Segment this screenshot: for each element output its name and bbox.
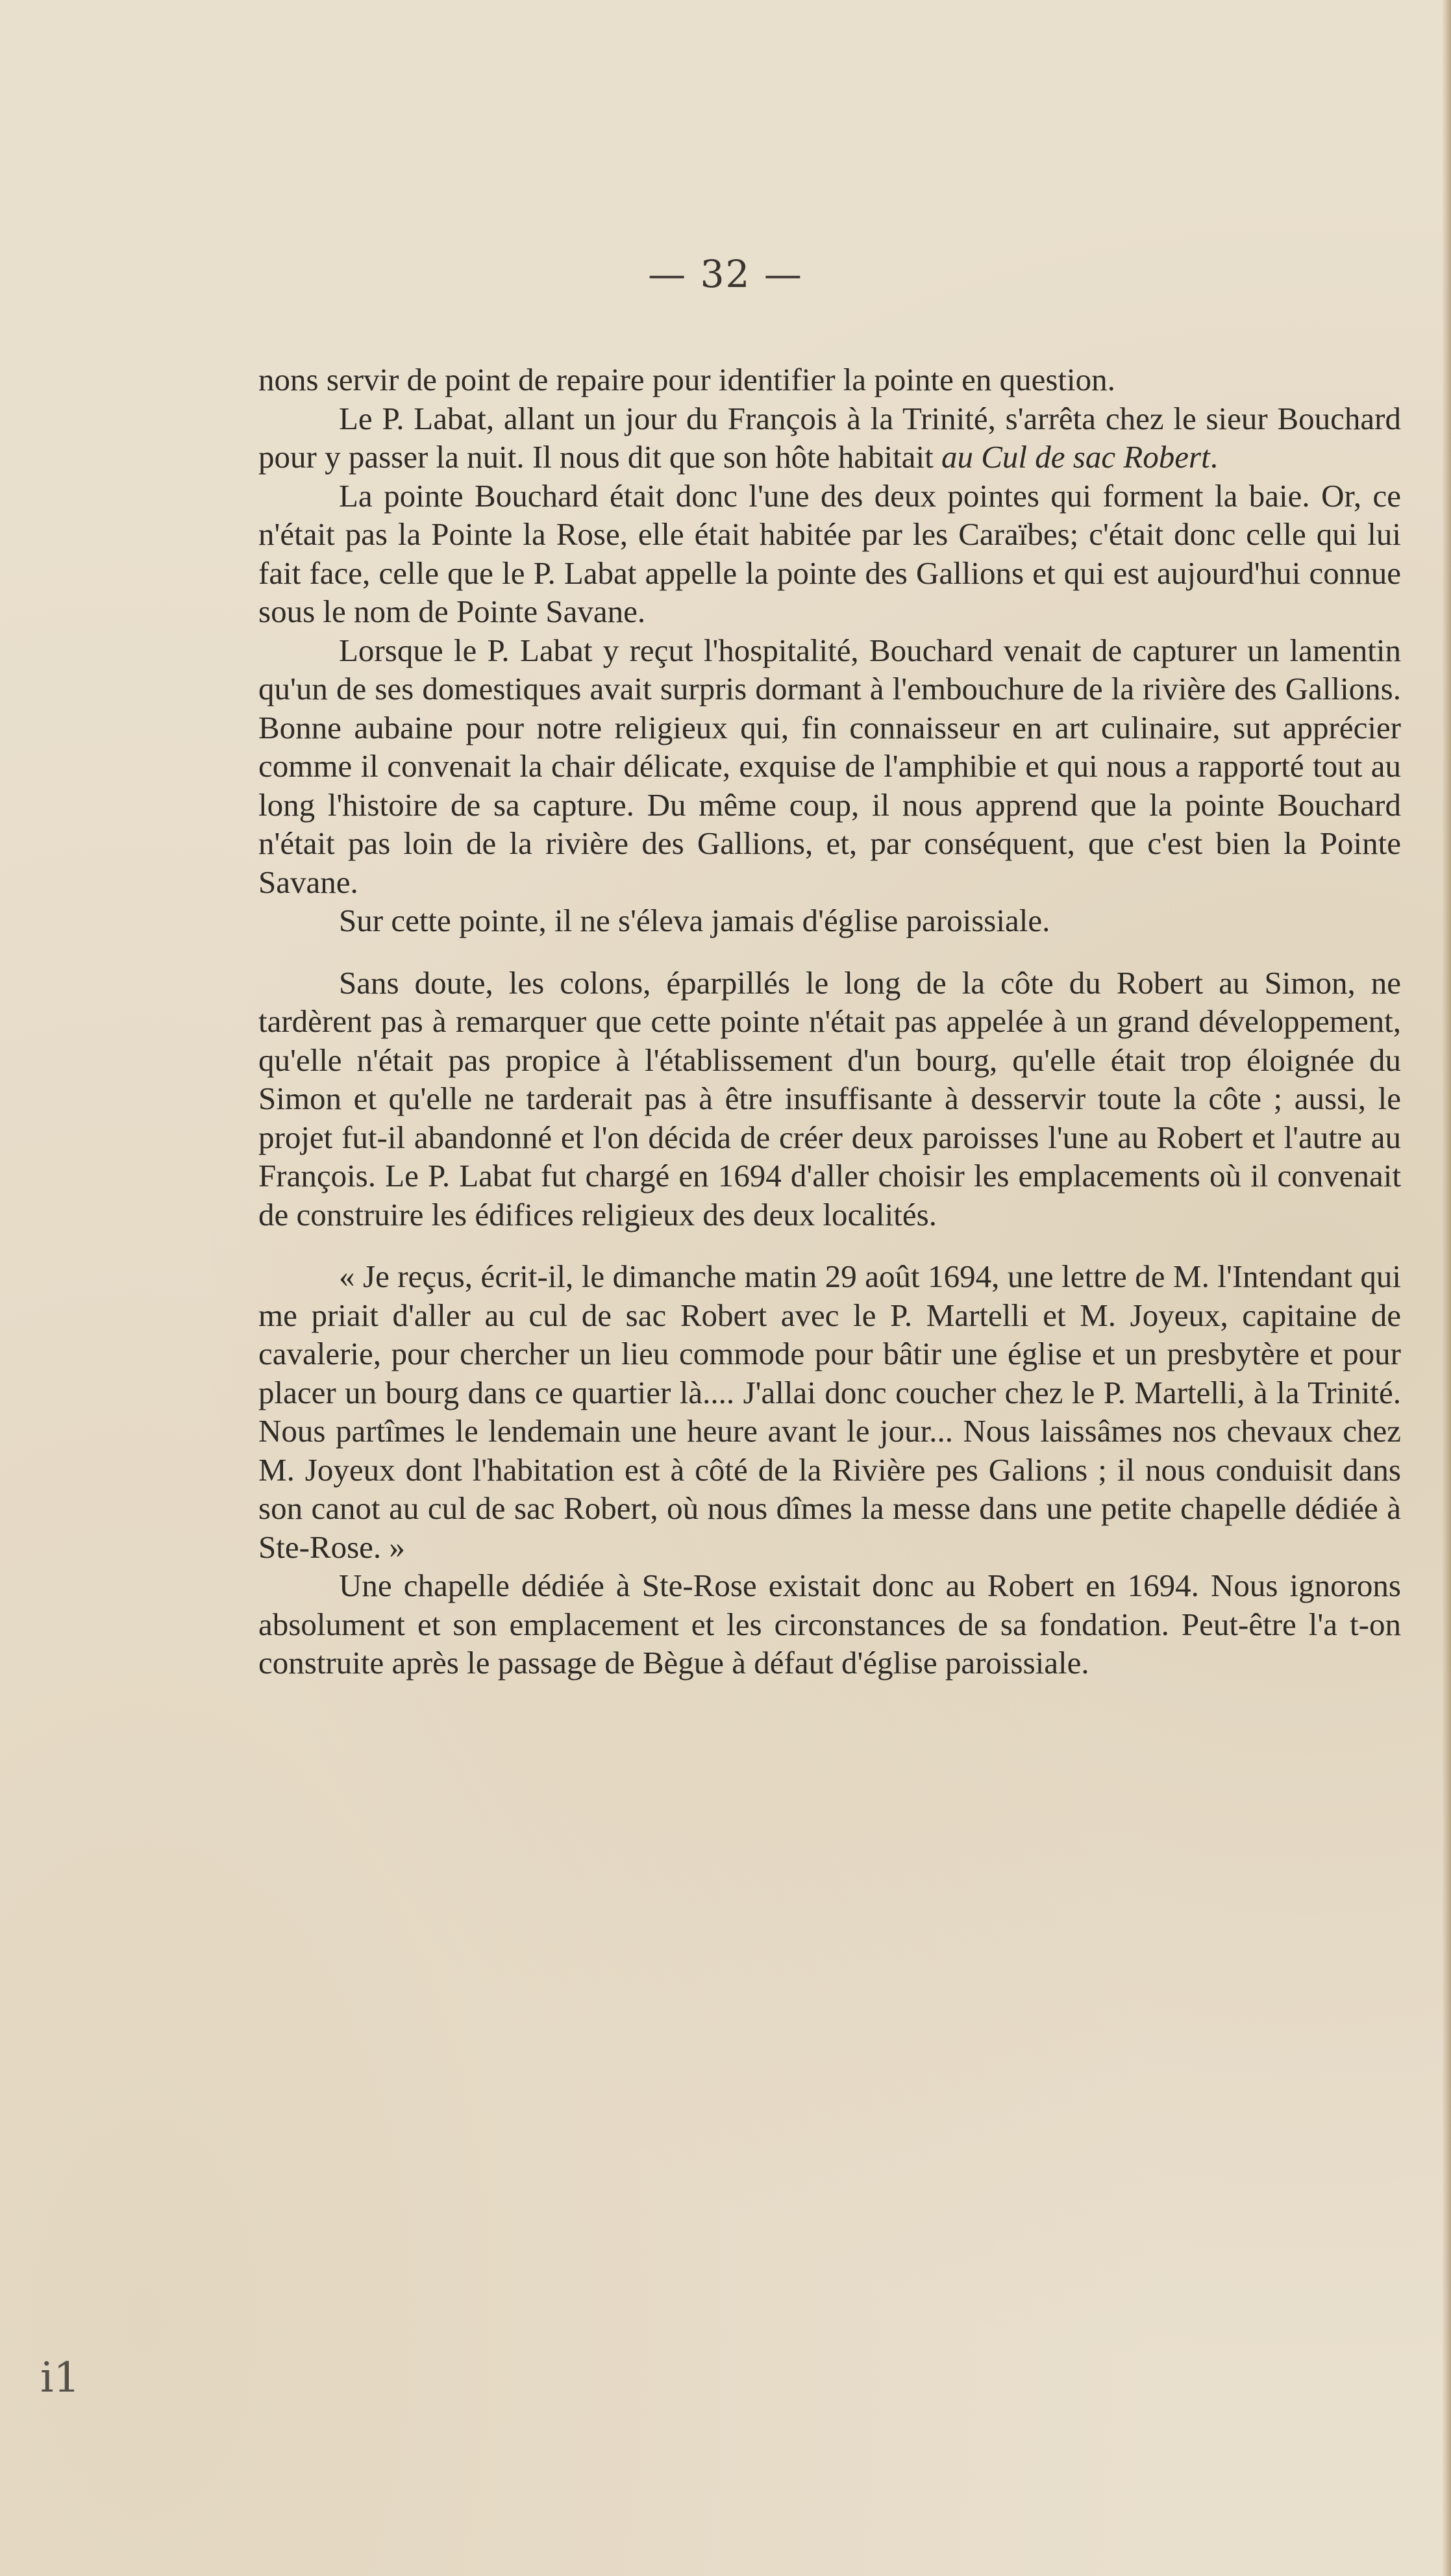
paragraph: Sans doute, les colons, éparpillés le long de la côte du Robert au Simon, ne tardèrent pas à remarquer que cette pointe n'était pas appelée à un grand développement, qu'elle n'était pas propice à l'établissement d'un bourg, qu'elle était trop éloignée du Simon et qu'elle ne tarderait pas à être insuffisante à desservir toute la côte ; aussi, le projet fut-il abandonné et l'on décida de créer deux paroisses l'une au Robert et l'autre au François. Le P. Labat fut chargé en 1694 d'aller choisir les emplacements où il convenait de construire les édifices religieux des deux localités.: [258, 964, 1401, 1232]
paragraph: Lorsque le P. Labat y reçut l'hospitalité, Bouchard venait de capturer un lamentin qu'un de ses domestiques avait surpris dormant à l'embouchure de la rivière des Gallions. Bonne aubaine pour notre religieux qui, fin connaisseur en art culinaire, sut apprécier comme il convenait la chair délicate, exquise de l'amphibie et qui nous a rapporté tout au long l'histoire de sa capture. Du même coup, il nous apprend que la pointe Bouchard n'était pas loin de la rivière des Gallions, et, par conséquent, que c'est bien la Pointe Savane.: [258, 632, 1401, 900]
paragraph: Le P. Labat, allant un jour du François à la Trinité, s'arrêta chez le sieur Bouchard pour y passer la nuit. Il nous dit que son hôte habitait au Cul de sac Robert.: [258, 400, 1401, 475]
emphasized-text: au Cul de sac Robert: [941, 439, 1210, 475]
quotation-paragraph: « Je reçus, écrit-il, le dimanche matin 29 août 1694, une lettre de M. l'Intendant qui me priait d'aller au cul de sac Robert avec le P. Martelli et M. Joyeux, capitaine de cavalerie, pour chercher un lieu commode pour bâtir une église et un presbytère et pour placer un bourg dans ce quartier là.... J'allai donc coucher chez le P. Martelli, à la Trinité. Nous partîmes le lendemain une heure avant le jour... Nous laissâmes nos chevaux chez M. Joyeux dont l'habitation est à côté de la Rivière pes Galions ; il nous conduisit dans son canot au cul de sac Robert, où nous dîmes la messe dans une petite chapelle dédiée à Ste-Rose. »: [258, 1258, 1401, 1565]
paragraph: Sur cette pointe, il ne s'éleva jamais d'église paroissiale.: [339, 903, 1050, 938]
paragraph: Une chapelle dédiée à Ste-Rose existait donc au Robert en 1694. Nous ignorons absolument et son emplacement et les circonstances de sa fondation. Peut-être l'a t-on construite après le passage de Bègue à défaut d'église paroissiale.: [258, 1568, 1401, 1681]
body-text: [258, 360, 1401, 1682]
paragraph: La pointe Bouchard était donc l'une des deux pointes qui forment la baie. Or, ce n'était pas la Pointe la Rose, elle était habitée par les Caraïbes; c'était donc celle qui lui fait face, celle que le P. Labat appelle la pointe des Gallions et qui est aujourd'hui connue sous le nom de Pointe Savane.: [258, 477, 1401, 629]
paragraph: nons servir de point de repaire pour identifier la pointe en question.: [258, 362, 1115, 397]
page-edge: [1442, 0, 1451, 2576]
margin-annotation: i1: [40, 2354, 81, 2402]
page-number: — 32 —: [648, 252, 803, 296]
